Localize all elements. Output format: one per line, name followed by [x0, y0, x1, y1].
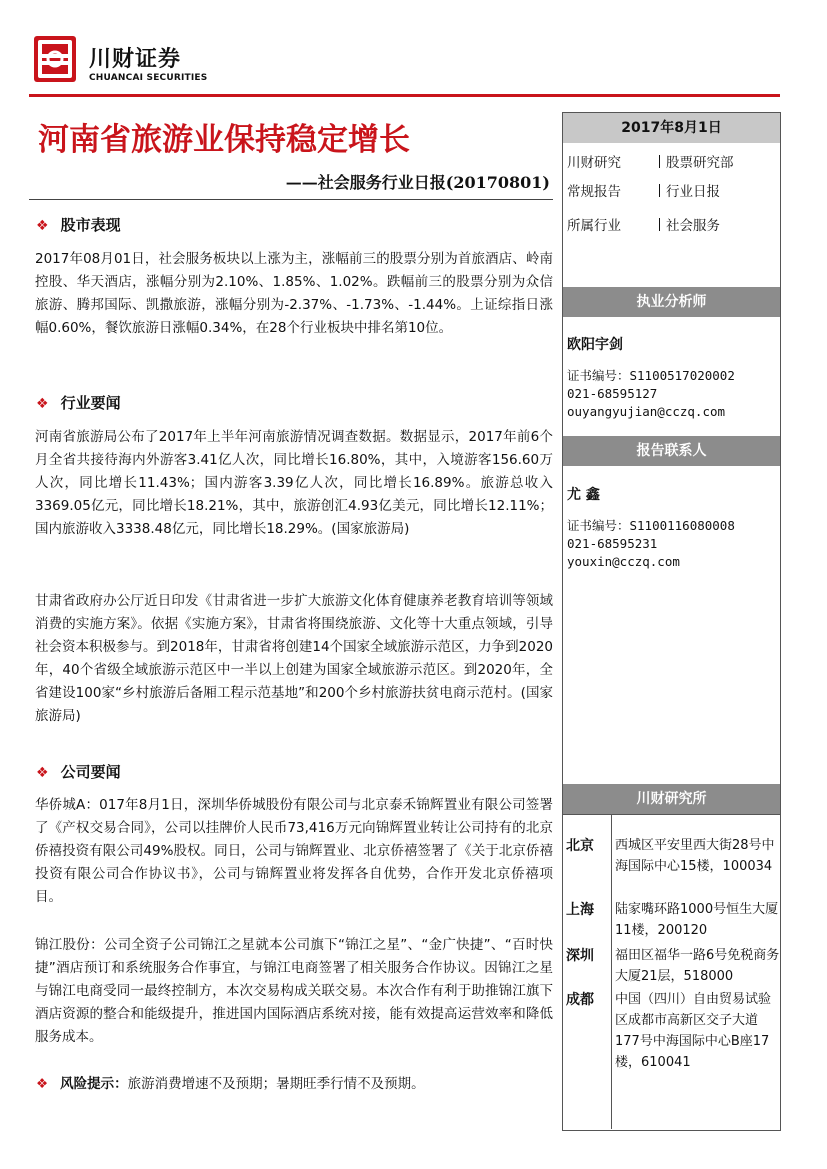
market-paragraph: 2017年08月01日，社会服务板块以上涨为主，涨幅前三的股票分别为首旅酒店、岭南控股、华天酒店，涨幅分别为2.10%、1.85%、1.02%。跌幅前三的股票分别为众信旅游、腾邦国际、凯撒旅游，涨幅分别为-2.37%、-1.73%、-1.44%。上证综指日涨幅0.60%，餐饮旅游日涨幅0.34%，在28个行业板块中排名第10位。	[35, 251, 553, 336]
brand-name-cn: 川财证券	[89, 47, 182, 72]
office-address: 西城区平安里西大街28号中海国际中心15楼，100034	[615, 838, 775, 874]
contact-email[interactable]: youxin@cczq.com	[567, 554, 680, 569]
report-sidebar	[562, 112, 781, 1131]
office-city: 深圳	[566, 948, 594, 964]
company-paragraph-1: 华侨城A：017年8月1日，深圳华侨城股份有限公司与北京泰禾锦辉置业有限公司签署了《产权交易合同》，公司以挂牌价人民币73,416万元向锦辉置业转让公司持有的北京侨禧投资有限公司49%股权。同日，公司与锦辉置业、北京侨禧签署了《关于北京侨禧投资有限公司合作协议书》，公司与锦辉置业将发挥各自优势，合作开发北京侨禧项目。	[35, 797, 553, 905]
risk-text: 旅游消费增速不及预期；暑期旺季行情不及预期。	[127, 1076, 425, 1092]
info-key: 川财研究	[567, 155, 621, 171]
section-heading-industry	[36, 392, 121, 413]
chuancai-logo	[34, 36, 76, 82]
office-city: 上海	[566, 902, 594, 918]
contact-heading: 报告联系人	[563, 436, 780, 466]
risk-warning	[36, 1072, 425, 1092]
institute-divider	[563, 814, 780, 815]
contact-phone: 021-68595231	[567, 536, 658, 551]
info-key: 常规报告	[567, 184, 621, 200]
info-key: 所属行业	[567, 218, 621, 234]
brand-name-en: CHUANCAI SECURITIES	[89, 73, 208, 83]
analyst-cert: 证书编号：S1100517020002	[567, 368, 735, 383]
risk-label: 风险提示：	[60, 1076, 128, 1092]
title-divider	[29, 199, 553, 200]
office-address: 陆家嘴环路1000号恒生大厦11楼，200120	[615, 902, 779, 938]
report-subtitle: ——社会服务行业日报(20170801)	[285, 173, 550, 192]
contact-name: 尤 鑫	[567, 487, 600, 503]
section-heading-market	[36, 214, 121, 235]
analyst-heading: 执业分析师	[563, 287, 780, 317]
section-heading-company	[36, 761, 121, 782]
info-value: 行业日报	[659, 180, 720, 200]
report-title: 河南省旅游业保持稳定增长	[38, 122, 410, 158]
industry-paragraph-2: 甘肃省政府办公厅近日印发《甘肃省进一步扩大旅游文化体育健康养老教育培训等领域消费的实施方案》。依据《实施方案》，甘肃省将围绕旅游、文化等十大重点领域，引导社会资本积极参与。到2018年，甘肃省将创建14个国家全域旅游示范区，力争到2020年，40个省级全域旅游示范区中一半以上创建为国家全域旅游示范区。到2020年，全省建设100家“乡村旅游后备厢工程示范基地”和200个乡村旅游扶贫电商示范村。(国家旅游局)	[35, 593, 553, 724]
analyst-email[interactable]: ouyangyujian@cczq.com	[567, 404, 726, 419]
info-value: 股票研究部	[659, 151, 734, 171]
office-column-divider	[611, 814, 612, 1129]
contact-cert: 证书编号：S1100116080008	[567, 518, 735, 533]
report-date: 2017年8月1日	[563, 113, 780, 143]
company-paragraph-2: 锦江股份：公司全资子公司锦江之星就本公司旗下“锦江之星”、“金广快捷”、“百时快捷”酒店预订和系统服务合作事宜，与锦江电商签署了相关服务合作协议。因锦江之星与锦江电商受同一最终控制方，本次交易构成关联交易。本次合作有利于助推锦江旗下酒店资源的整合和能级提升，推进国内国际酒店系统对接，能有效提高运营效率和降低服务成本。	[35, 937, 553, 1045]
diamond-bullet-icon: ❖	[36, 765, 49, 781]
info-value: 社会服务	[659, 214, 720, 234]
section-heading-text: 股市表现	[60, 216, 121, 234]
section-heading-text: 行业要闻	[60, 394, 121, 412]
analyst-name: 欧阳宇剑	[567, 337, 623, 353]
industry-paragraph-1: 河南省旅游局公布了2017年上半年河南旅游情况调查数据。数据显示，2017年前6个月全省共接待海内外游客3.41亿人次，同比增长16.80%，其中，入境游客156.60万人次，同比增长11.43%；国内游客3.39亿人次，同比增长16.89%。旅游总收入3369.05亿元，同比增长18.21%，其中，旅游创汇4.93亿美元，同比增长12.11%；国内旅游收入3338.48亿元，同比增长18.29%。(国家旅游局)	[35, 429, 553, 537]
institute-heading: 川财研究所	[563, 784, 780, 814]
section-heading-text: 公司要闻	[60, 763, 121, 781]
office-address: 福田区福华一路6号免税商务大厦21层，518000	[615, 948, 780, 984]
office-city: 成都	[566, 992, 594, 1008]
office-address: 中国（四川）自由贸易试验区成都市高新区交子大道177号中海国际中心B座17楼，610041	[615, 992, 772, 1070]
analyst-phone: 021-68595127	[567, 386, 658, 401]
header-divider	[29, 94, 780, 97]
office-city: 北京	[566, 838, 594, 854]
diamond-bullet-icon: ❖	[36, 1076, 49, 1092]
diamond-bullet-icon: ❖	[36, 218, 49, 234]
diamond-bullet-icon: ❖	[36, 396, 49, 412]
